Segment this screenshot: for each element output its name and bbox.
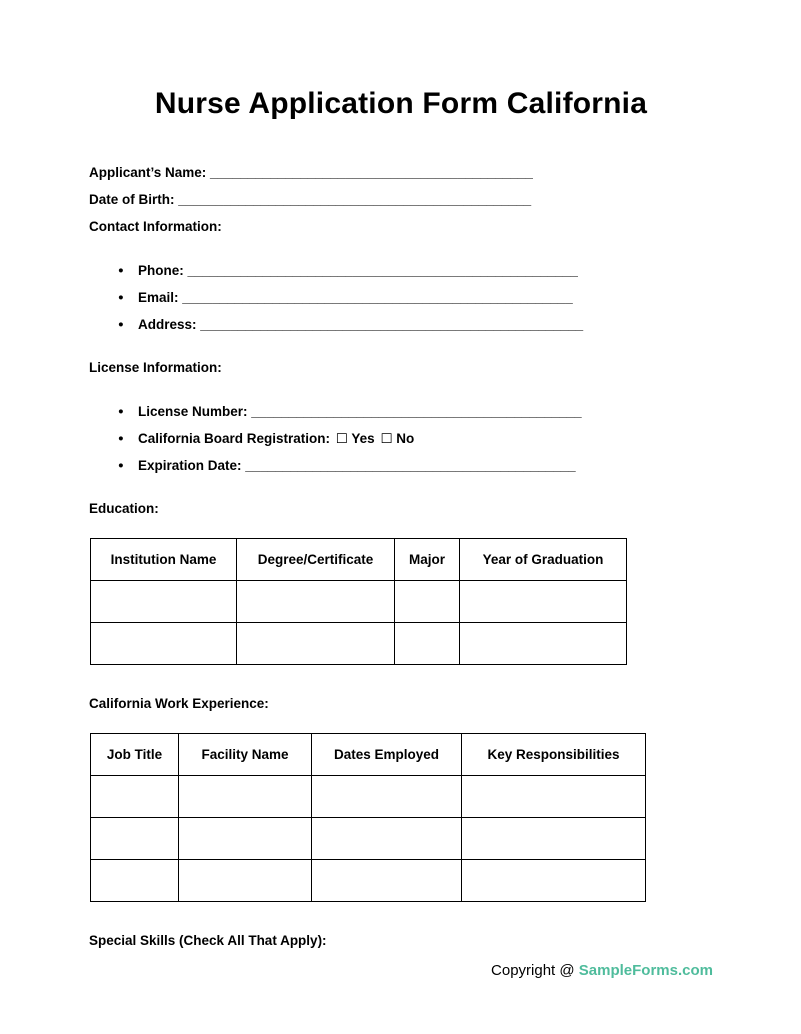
contact-information-heading: Contact Information: (89, 219, 222, 234)
license-number-blank: ____________________________________________ (251, 404, 582, 419)
education-col-graduation-year: Year of Graduation (460, 539, 627, 581)
license-number-label: License Number: (138, 404, 248, 419)
education-cell (395, 581, 460, 623)
license-information-heading: License Information: (89, 360, 222, 375)
date-of-birth-label: Date of Birth: (89, 192, 175, 207)
work-col-facility-name: Facility Name (179, 734, 312, 776)
education-cell (91, 623, 237, 665)
work-cell (462, 860, 646, 902)
special-skills-heading: Special Skills (Check All That Apply): (89, 933, 327, 948)
work-col-dates-employed: Dates Employed (312, 734, 462, 776)
license-item-board-registration (118, 425, 713, 452)
email-blank: ____________________________________________________ (182, 290, 573, 305)
education-col-degree: Degree/Certificate (237, 539, 395, 581)
work-cell (91, 776, 179, 818)
date-of-birth-blank: _______________________________________________ (178, 192, 532, 207)
work-row (91, 776, 646, 818)
education-col-institution: Institution Name (91, 539, 237, 581)
work-cell (91, 818, 179, 860)
work-cell (179, 860, 312, 902)
license-item-expiration-date (118, 452, 713, 479)
board-registration-no-checkbox[interactable]: ☐ No (380, 431, 415, 446)
address-label: Address: (138, 317, 197, 332)
expiration-date-label: Expiration Date: (138, 458, 242, 473)
education-col-major: Major (395, 539, 460, 581)
footer (491, 962, 713, 979)
board-registration-label: California Board Registration: (138, 431, 331, 446)
education-cell (460, 581, 627, 623)
education-cell (91, 581, 237, 623)
work-row (91, 818, 646, 860)
work-cell (91, 860, 179, 902)
field-applicant-name (89, 159, 713, 186)
work-experience-heading: California Work Experience: (89, 696, 269, 711)
work-col-job-title: Job Title (91, 734, 179, 776)
education-cell (395, 623, 460, 665)
work-cell (312, 776, 462, 818)
contact-list (89, 257, 713, 338)
contact-item-phone (118, 257, 713, 284)
education-table (90, 538, 627, 665)
contact-item-email (118, 284, 713, 311)
page-title: Nurse Application Form California (154, 87, 648, 120)
work-cell (462, 776, 646, 818)
applicant-name-blank: ___________________________________________ (210, 165, 533, 180)
applicant-name-label: Applicant’s Name: (89, 165, 207, 180)
phone-label: Phone: (138, 263, 184, 278)
work-header-row (91, 734, 646, 776)
work-cell (179, 818, 312, 860)
copyright-text: Copyright @ (491, 962, 575, 979)
work-cell (179, 776, 312, 818)
license-list (89, 398, 713, 479)
license-item-number (118, 398, 713, 425)
work-row (91, 860, 646, 902)
education-row (91, 623, 627, 665)
address-blank: ___________________________________________________ (200, 317, 584, 332)
expiration-date-blank: ____________________________________________ (245, 458, 576, 473)
work-cell (312, 860, 462, 902)
phone-blank: ____________________________________________________ (187, 263, 578, 278)
education-row (91, 581, 627, 623)
work-cell (312, 818, 462, 860)
field-date-of-birth (89, 186, 713, 213)
work-experience-table (90, 733, 646, 902)
education-cell (460, 623, 627, 665)
work-col-key-responsibilities: Key Responsibilities (462, 734, 646, 776)
contact-item-address (118, 311, 713, 338)
board-registration-yes-checkbox[interactable]: ☐ Yes (335, 431, 375, 446)
email-label: Email: (138, 290, 179, 305)
education-cell (237, 623, 395, 665)
education-header-row (91, 539, 627, 581)
sampleforms-link[interactable]: SampleForms.com (578, 962, 713, 979)
work-cell (462, 818, 646, 860)
education-cell (237, 581, 395, 623)
education-heading: Education: (89, 501, 159, 516)
